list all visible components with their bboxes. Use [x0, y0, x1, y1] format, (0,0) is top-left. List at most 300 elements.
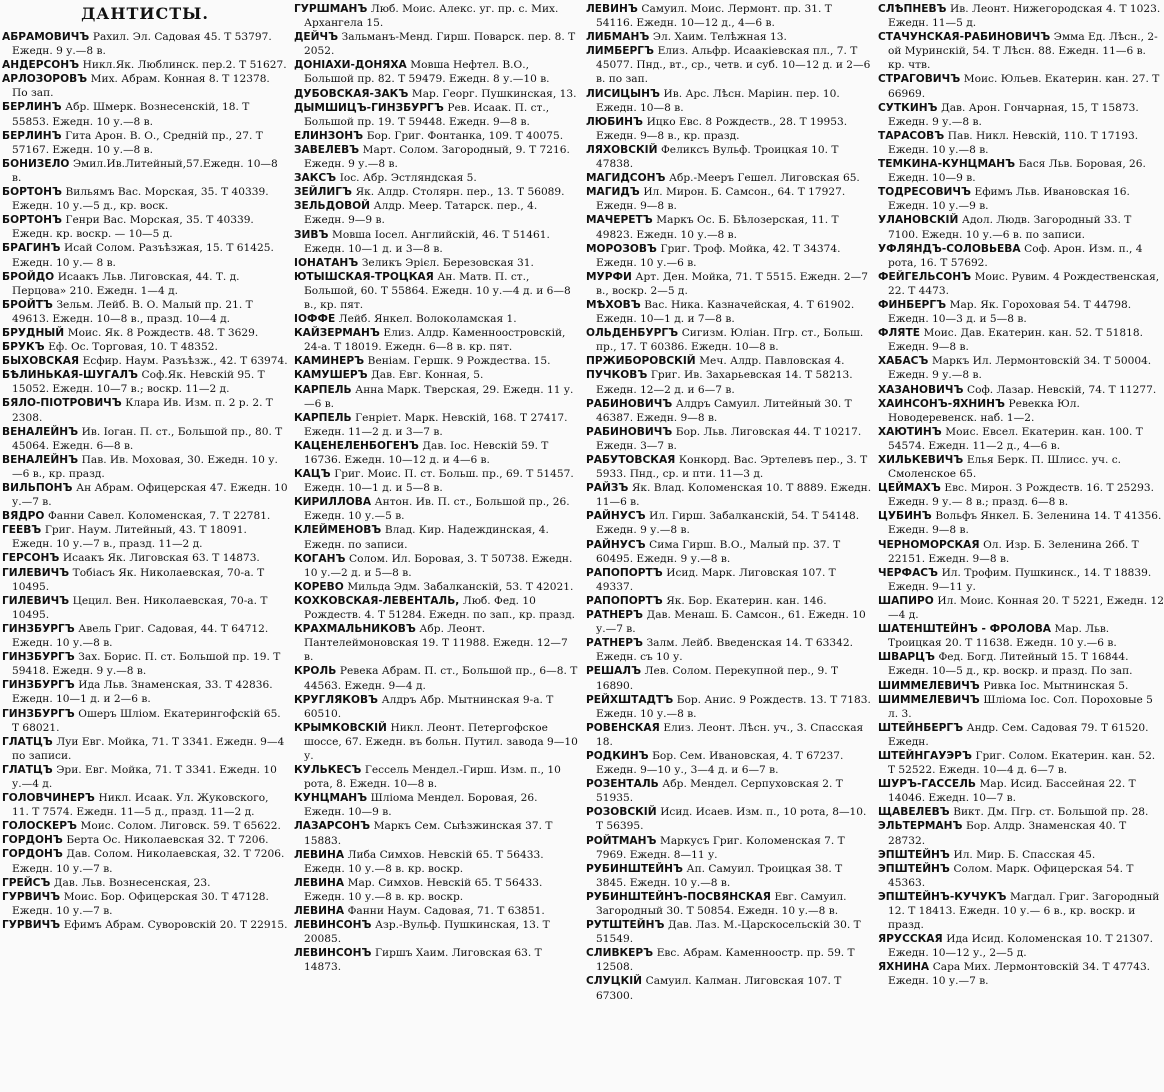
- entry-details: Мовша Нефтел. В.О., Большой пр. 82. Т 59479. Ежедн. 8 у.—10 в.: [304, 59, 550, 86]
- directory-entry: [2, 425, 288, 453]
- column-2: [294, 2, 580, 974]
- entry-details: Зах. Борис. П. ст. Большой пр. 19. Т 59418. Ежедн. 9 у.—8 в.: [12, 651, 281, 678]
- entry-surname: ЭПШТЕЙНЪ-КУЧУКЪ: [878, 890, 1007, 903]
- directory-entry: [294, 622, 580, 664]
- directory-entry: [294, 354, 580, 368]
- entry-details: Сигизм. Юліан. Пгр. ст., Больш. пр., 17. Т 60386. Ежедн. 10—8 в.: [596, 327, 864, 354]
- entry-details: Солом. Ил. Боровая, 3. Т 50738. Ежедн. 10 у.—2 д. и 5—8 в.: [304, 552, 573, 579]
- entry-details: Елиз. Алдр. Каменноостровскій, 24-а. Т 18019. Ежедн. 6—8 в. кр. пят.: [304, 327, 566, 354]
- directory-entry: [586, 185, 872, 213]
- directory-entry: [586, 946, 872, 974]
- entry-surname: ЦЕЙМАХЪ: [878, 482, 941, 495]
- directory-entry: [294, 30, 580, 58]
- directory-entry: [294, 523, 580, 551]
- entry-details: Ил. Мирон. Б. Самсон., 64. Т 17927. Ежедн. 9—8 в.: [596, 186, 846, 213]
- directory-entry: [586, 481, 872, 509]
- directory-entry: [586, 213, 872, 241]
- directory-entry: [586, 326, 872, 354]
- directory-entry: [294, 129, 580, 143]
- entry-details: Пав. Никл. Невскій, 110. Т 17193. Ежедн. 10 у.—8 в.: [888, 129, 1139, 156]
- entry-details: Ан Абрам. Офицерская 47. Ежедн. 10 у.—7 в.: [12, 482, 288, 509]
- entry-surname: ХАЮТИНЪ: [878, 425, 942, 438]
- entry-surname: ЭЛЬТЕРМАНЪ: [878, 820, 963, 833]
- entry-surname: БРУКЪ: [2, 341, 45, 354]
- directory-entry: [878, 679, 1164, 693]
- directory-entry: [586, 115, 872, 143]
- directory-entry: [586, 636, 872, 664]
- entry-surname: ЛЕВИНСОНЪ: [294, 919, 372, 932]
- entry-surname: ШИММЕЛЕВИЧЪ: [878, 693, 980, 706]
- directory-entry: [2, 847, 288, 875]
- entry-details: Меч. Алдр. Павловская 4.: [699, 355, 845, 368]
- directory-entry: [878, 622, 1164, 650]
- directory-entry: [294, 228, 580, 256]
- entry-details: Ривка Іос. Мытнинская 5.: [983, 679, 1129, 692]
- entry-surname: ЗЕЛЬДОВОЙ: [294, 200, 371, 213]
- entry-surname: ШТЕЙНГАУЭРЪ: [878, 749, 972, 762]
- directory-entry: [586, 143, 872, 171]
- directory-entry: [2, 833, 288, 847]
- entry-details: Як. Влад. Коломенская 10. Т 8889. Ежедн. 11—6 в.: [596, 482, 872, 509]
- entry-details: Сара Мих. Лермонтовскій 34. Т 47743. Ежедн. 10 у.—7 в.: [888, 961, 1151, 988]
- entry-surname: РАЙНУСЪ: [586, 538, 646, 551]
- entry-details: Ан. Матв. П. ст., Большой, 60. Т 55864. Ежедн. 10 у.—4 д. и 6—8 в., кр. пят.: [304, 270, 571, 311]
- entry-surname: ЛИМБЕРГЪ: [586, 45, 654, 58]
- directory-entry: [586, 918, 872, 946]
- directory-entry: [586, 171, 872, 185]
- entry-details: Феликсъ Вульф. Троицкая 10. Т 47838.: [596, 143, 839, 171]
- directory-entry: [2, 453, 288, 481]
- entry-details: Никл. Исаак. Ул. Жуковского, 11. Т 7574. Ежедн. 11—5 д., празд. 11—2 д.: [12, 792, 269, 819]
- entry-details: Гессель Мендел.-Гирш. Изм. п., 10 рота, 8. Ежедн. 10—8 в.: [304, 764, 561, 791]
- directory-entry: [878, 566, 1164, 594]
- directory-entry: [586, 608, 872, 636]
- entry-surname: СЛУЦКІЙ: [586, 975, 643, 988]
- directory-entry: [2, 213, 288, 241]
- entry-surname: РАБИНОВИЧЪ: [586, 425, 673, 438]
- directory-entry: [878, 326, 1164, 354]
- entry-surname: РУТШТЕЙНЪ: [586, 919, 665, 932]
- directory-entry: [294, 368, 580, 382]
- directory-entry: [2, 340, 288, 354]
- entry-details: Рахил. Эл. Садовая 45. Т 53797. Ежедн. 9 у.—8 в.: [12, 31, 272, 58]
- directory-entry: [2, 129, 288, 157]
- directory-entry: [294, 467, 580, 495]
- directory-entry: [878, 721, 1164, 749]
- entry-surname: ЛИСИЦЫНЪ: [586, 87, 660, 100]
- entry-surname: ЛЕВИНА: [294, 876, 345, 889]
- directory-entry: [294, 693, 580, 721]
- directory-entry: [878, 819, 1164, 847]
- entry-surname: КАМУШЕРЪ: [294, 369, 368, 382]
- entry-details: Соф. Лазар. Невскій, 74. Т 11277.: [966, 383, 1157, 396]
- entry-details: Эл. Хаим. Телѣжная 13.: [652, 31, 787, 44]
- entry-details: Евг. Самуил. Загородный 30. Т 50854. Ежедн. 10 у.—8 в.: [596, 890, 847, 917]
- entry-details: Моис. Як. 8 Рождеств. 48. Т 3629.: [67, 326, 259, 339]
- entry-details: Ил. Трофим. Пушкинск., 14. Т 18839. Ежедн. 9—11 у.: [888, 566, 1152, 593]
- directory-entry: [294, 87, 580, 101]
- directory-entry: [294, 918, 580, 946]
- entry-surname: КАЙЗЕРМАНЪ: [294, 327, 380, 340]
- directory-entry: [294, 763, 580, 791]
- directory-entry: [878, 848, 1164, 862]
- directory-entry: [2, 918, 288, 932]
- entry-details: Евс. Абрам. Каменноостр. пр. 59. Т 12508.: [596, 947, 855, 974]
- entry-surname: БРОЙТЪ: [2, 298, 53, 311]
- entry-details: Есфир. Наум. Разъѣзж., 42. Т 63974.: [82, 355, 288, 368]
- entry-details: Ревека Абрам. П. ст., Большой пр., 6—8. Т 44563. Ежедн. 9—4 д.: [304, 665, 578, 692]
- entry-surname: ЩАВЕЛЕВЪ: [878, 806, 950, 819]
- entry-surname: РОЙТМАНЪ: [586, 834, 657, 847]
- entry-surname: КАЦЪ: [294, 468, 331, 481]
- entry-details: Бася Льв. Боровая, 26. Ежедн. 10—9 в.: [888, 158, 1146, 185]
- entry-surname: ГРЕЙСЪ: [2, 876, 51, 889]
- entry-details: Абр.-Мееръ Гешел. Лиговская 65.: [668, 172, 860, 185]
- directory-entry: [2, 30, 288, 58]
- directory-entry: [878, 2, 1164, 30]
- entry-surname: БРОЙДО: [2, 270, 55, 283]
- directory-entry: [2, 791, 288, 819]
- entry-surname: ГЛАТЦЪ: [2, 735, 53, 748]
- entry-details: Зальманъ-Менд. Гирш. Поварск. пер. 8. Т 2052.: [304, 31, 576, 58]
- entry-details: Мар. Георг. Пушкинская, 13.: [411, 87, 577, 100]
- directory-entry: [294, 664, 580, 692]
- entry-details: Дав. Менаш. Б. Самсон., 61. Ежедн. 10 у.—7 в.: [596, 609, 866, 636]
- entry-details: Азр.-Вульф. Пушкинская, 13. Т 20085.: [304, 919, 550, 946]
- directory-entry: [586, 425, 872, 453]
- directory-entry: [878, 932, 1164, 960]
- entry-details: Шліома Іос. Сол. Пороховые 5 л. 3.: [888, 693, 1153, 720]
- directory-entry: [586, 87, 872, 115]
- entry-details: Дав. Іос. Невскій 59. Т 16736. Ежедн. 10—12 д. и 4—6 в.: [304, 439, 549, 466]
- directory-entry: [2, 241, 288, 269]
- entry-surname: ДОНІАХИ-ДОНЯХА: [294, 59, 407, 72]
- directory-entry: [294, 819, 580, 847]
- entry-surname: РАПОПОРТЪ: [586, 594, 663, 607]
- directory-entry: [878, 213, 1164, 241]
- directory-entry: [586, 270, 872, 298]
- entry-surname: ХАЗАНОВИЧЪ: [878, 383, 964, 396]
- entry-surname: ЦУБИНЪ: [878, 510, 932, 523]
- entry-details: Магдал. Григ. Загородный 12. Т 18413. Ежедн. 10 у.— 6 в., кр. воскр. и празд.: [888, 890, 1160, 932]
- entry-surname: ІОНАТАНЪ: [294, 256, 359, 269]
- directory-entry: [2, 354, 288, 368]
- entry-details: Ив. Леонт. Нижегородская 4. Т 1023. Ежедн. 11—5 д.: [888, 3, 1161, 30]
- entry-details: Бор. Алдр. Знаменская 40. Т 28732.: [888, 820, 1127, 847]
- entry-details: Викт. Дм. Пгр. ст. Большой пр. 28.: [953, 806, 1149, 819]
- entry-details: Гиршъ Хаим. Лиговская 63. Т 14873.: [304, 947, 542, 974]
- entry-details: Григ. Наум. Литейный, 43. Т 18091. Ежедн. 10 у.—7 в., празд. 11—2 д.: [12, 524, 247, 551]
- entry-details: Рев. Исаак. П. ст., Большой пр. 19. Т 59448. Ежедн. 9—8 в.: [304, 101, 550, 128]
- directory-entry: [586, 664, 872, 692]
- entry-details: Люб. Моис. Алекс. уг. пр. с. Мих. Архангела 15.: [304, 3, 559, 30]
- entry-surname: ГЕЕВЪ: [2, 524, 42, 537]
- entry-details: Моис. Рувим. 4 Рождественская, 22. Т 4473.: [888, 270, 1160, 297]
- entry-surname: КЛЕЙМЕНОВЪ: [294, 524, 382, 537]
- entry-details: Влад. Кир. Надеждинская, 4. Ежедн. по записи.: [304, 524, 549, 551]
- directory-entry: [294, 946, 580, 974]
- entry-surname: ШАПИРО: [878, 594, 934, 607]
- entry-surname: ГУРШМАНЪ: [294, 3, 368, 15]
- entry-details: Март. Солом. Загородный, 9. Т 7216. Ежедн. 9 у.—8 в.: [304, 143, 570, 171]
- entry-details: Исид. Марк. Лиговская 107. Т 49337.: [596, 566, 836, 593]
- entry-surname: КОХКОВСКАЯ-ЛЕВЕНТАЛЬ,: [294, 594, 460, 607]
- directory-entry: [2, 819, 288, 833]
- entry-details: Маркъ Ос. Б. Бѣлозерская, 11. Т 49823. Ежедн. 10 у.—8 в.: [596, 214, 839, 241]
- directory-entry: [586, 890, 872, 918]
- entry-surname: КАРПЕЛЬ: [294, 411, 352, 424]
- entry-surname: ЗИВЪ: [294, 228, 329, 241]
- entry-surname: ГУРВИЧЪ: [2, 890, 61, 903]
- entry-details: Еф. Ос. Торговая, 10. Т 48352.: [48, 341, 218, 354]
- entry-list: [586, 2, 872, 1003]
- entry-details: Абр. Шмерк. Вознесенскій, 18. Т 55853. Ежедн. 10 у.—8 в.: [12, 101, 250, 128]
- entry-details: Елиз. Альфр. Исаакіевская пл., 7. Т 45077. Пнд., вт., ср., четв. и суб. 10—12 д. и 2—6 в. по зап.: [596, 45, 871, 86]
- entry-surname: ГИНЗБУРГЪ: [2, 707, 75, 720]
- entry-details: Іос. Абр. Эстляндская 5.: [339, 172, 477, 185]
- directory-entry: [586, 777, 872, 805]
- directory-entry: [878, 425, 1164, 453]
- entry-surname: КИРИЛЛОВА: [294, 496, 372, 509]
- entry-surname: КАМИНЕРЪ: [294, 355, 365, 368]
- entry-details: Соф. Арон. Изм. п., 4 рота, 16. Т 57692.: [888, 242, 1143, 269]
- entry-details: Клара Ив. Изм. п. 2 р. 2. Т 2308.: [12, 397, 273, 424]
- directory-entry: [878, 354, 1164, 382]
- entry-details: Моис. Дав. Екатерин. кан. 52. Т 51818. Ежедн. 9—8 в.: [888, 327, 1143, 354]
- entry-surname: МАГИДЪ: [586, 186, 640, 199]
- entry-surname: БЯЛО-ПІОТРОВИЧЪ: [2, 397, 122, 410]
- entry-details: Абр. Леонт. Пантелеймоновская 19. Т 11988. Ежедн. 12—7 в.: [304, 623, 568, 664]
- entry-details: Исай Солом. Разъѣзжая, 15. Т 61425. Ежедн. 10 у.— 8 в.: [12, 242, 274, 269]
- entry-details: Моис. Юльев. Екатерин. кан. 27. Т 66969.: [888, 73, 1160, 100]
- entry-surname: МОРОЗОВЪ: [586, 242, 657, 255]
- entry-surname: ШУРЪ-ГАССЕЛЬ: [878, 778, 976, 791]
- directory-entry: [2, 481, 288, 509]
- entry-details: Бор. Сем. Ивановская, 4. Т 67237. Ежедн. 9—10 у., 3—4 д. и 6—7 в.: [596, 749, 844, 777]
- directory-entry: [878, 242, 1164, 270]
- entry-surname: КРЫМКОВСКІЙ: [294, 721, 387, 734]
- entry-details: Никл. Леонт. Петергофское шоссе, 67. Ежедн. въ больн. Путил. завода 9—10 у.: [304, 721, 578, 762]
- entry-surname: ПРЖИБОРОВСКІЙ: [586, 355, 696, 368]
- directory-entry: [2, 650, 288, 678]
- directory-entry: [2, 707, 288, 735]
- directory-entry: [294, 199, 580, 227]
- entry-details: Исаакъ Як. Лиговская 63. Т 14873.: [62, 552, 260, 565]
- entry-details: Дав. Евг. Конная, 5.: [371, 369, 484, 382]
- entry-surname: БОРТОНЪ: [2, 214, 62, 227]
- entry-surname: РОЗОВСКІЙ: [586, 806, 657, 819]
- directory-entry: [294, 594, 580, 622]
- entry-details: Луи Евг. Мойка, 71. Т 3341. Ежедн. 9—4 по записи.: [12, 735, 285, 762]
- entry-details: Ошеръ Шліом. Екатерингофскій 65. Т 68021.: [12, 707, 281, 734]
- directory-entry: [2, 551, 288, 565]
- entry-surname: КУЛЬКЕСЪ: [294, 764, 362, 777]
- entry-details: Фанни Наум. Садовая, 71. Т 63851.: [347, 905, 545, 917]
- entry-details: Генріет. Марк. Невскій, 168. Т 27417. Ежедн. 11—2 д. и 3—7 в.: [304, 411, 568, 438]
- directory-entry: [586, 749, 872, 777]
- directory-entry: [294, 171, 580, 185]
- entry-details: Анна Марк. Тверская, 29. Ежедн. 11 у.—6 в.: [304, 383, 574, 410]
- entry-surname: ВЕНАЛЕЙНЪ: [2, 453, 79, 466]
- entry-surname: УФЛЯНДЪ-СОЛОВЬЕВА: [878, 242, 1021, 255]
- directory-entry: [2, 270, 288, 298]
- directory-entry: [294, 411, 580, 439]
- entry-surname: ЛЕВИНА: [294, 905, 345, 917]
- entry-surname: ЛЯХОВСКІЙ: [586, 143, 658, 156]
- entry-surname: БѢЛИНЬКАЯ-ШУГАЛЪ: [2, 369, 138, 382]
- entry-details: Цецил. Вен. Николаевская, 70-а. Т 10495.: [12, 594, 268, 621]
- entry-details: Мар. Симхов. Невскій 65. Т 56433. Ежедн. 10 у.—8 в. кр. воскр.: [304, 876, 543, 903]
- directory-entry: [878, 805, 1164, 819]
- directory-entry: [2, 890, 288, 918]
- entry-surname: КАЦЕНЕЛЕНБОГЕНЪ: [294, 439, 419, 452]
- entry-surname: ЗАКСЪ: [294, 172, 337, 185]
- entry-details: Григ. Ив. Захарьевская 14. Т 58213. Ежедн. 12—2 д. и 6—7 в.: [596, 369, 853, 396]
- entry-surname: РУБИНШТЕЙНЪ: [586, 862, 683, 875]
- entry-surname: ГУРВИЧЪ: [2, 918, 61, 931]
- entry-list: [2, 30, 288, 932]
- entry-surname: АРЛОЗОРОВЪ: [2, 73, 88, 86]
- entry-surname: БРАГИНЪ: [2, 242, 61, 255]
- entry-surname: ЛЕВИНСОНЪ: [294, 947, 372, 960]
- directory-entry: [2, 72, 288, 100]
- directory-entry: [294, 256, 580, 270]
- directory-entry: [878, 749, 1164, 777]
- directory-entry: [586, 834, 872, 862]
- directory-entry: [878, 594, 1164, 622]
- entry-details: Дав. Арон. Гончарная, 15, Т 15873. Ежедн. 9 у.—8 в.: [888, 101, 1139, 128]
- directory-entry: [586, 974, 872, 1002]
- directory-entry: [878, 890, 1164, 932]
- entry-details: Вильямъ Вас. Морская, 35. Т 40339. Ежедн. 10 у.—5 д., кр. воск.: [12, 186, 269, 213]
- entry-details: Генри Вас. Морская, 35. Т 40339. Ежедн. кр. воскр. — 10—5 д.: [12, 214, 254, 241]
- entry-details: Алдр. Меер. Татарск. пер., 4. Ежедн. 9—9 в.: [304, 200, 538, 227]
- directory-entry: [586, 397, 872, 425]
- entry-surname: КРУГЛЯКОВЪ: [294, 693, 378, 706]
- column-3: [586, 2, 872, 1003]
- entry-surname: ВЕНАЛЕЙНЪ: [2, 425, 79, 438]
- entry-details: Конкорд. Вас. Эртелевъ пер., 3. Т 5933. Пнд., ср. и пти. 11—3 д.: [596, 454, 868, 481]
- entry-details: Эмил.Ив.Литейный,57.Ежедн. 10—8 в.: [12, 157, 278, 184]
- entry-surname: КРОЛЬ: [294, 665, 337, 678]
- entry-details: Зельм. Лейб. В. О. Малый пр. 21. Т 49613. Ежедн. 10—8 в., празд. 10—4 д.: [12, 298, 253, 325]
- entry-details: Маркъ Ил. Лермонтовскій 34. Т 50004. Ежедн. 9 у.—8 в.: [888, 355, 1152, 382]
- entry-surname: ВЯДРО: [2, 510, 45, 523]
- entry-surname: БЕРЛИНЪ: [2, 129, 62, 142]
- entry-details: Адол. Людв. Загородный 33. Т 7100. Ежедн. 10 у.—6 в. по записи.: [888, 214, 1132, 241]
- entry-details: Дав. Льв. Вознесенская, 23.: [53, 876, 211, 889]
- entry-surname: МУРФИ: [586, 270, 632, 283]
- directory-entry: [878, 72, 1164, 100]
- directory-entry: [878, 157, 1164, 185]
- entry-details: Ревекка Юл. Новодеревенск. наб. 1—2.: [888, 397, 1080, 424]
- directory-entry: [294, 270, 580, 312]
- entry-surname: ФЕЙГЕЛЬСОНЪ: [878, 270, 972, 283]
- entry-surname: РАТНЕРЪ: [586, 609, 644, 622]
- entry-details: Антон. Ив. П. ст., Большой пр., 26. Ежедн. 10 у.—5 в.: [304, 496, 570, 523]
- directory-entry: [878, 538, 1164, 566]
- directory-entry: [294, 383, 580, 411]
- entry-details: Лев. Солом. Перекупной пер., 9. Т 16890.: [596, 665, 839, 692]
- entry-surname: РАТНЕРЪ: [586, 637, 644, 650]
- entry-surname: ГЕРСОНЪ: [2, 552, 60, 565]
- entry-surname: ШТЕЙНБЕРГЪ: [878, 721, 964, 734]
- directory-entry: [586, 30, 872, 44]
- entry-surname: ТЕМКИНА-КУНЦМАНЪ: [878, 158, 1016, 171]
- entry-surname: ЯРУССКАЯ: [878, 933, 943, 946]
- directory-entry: [2, 763, 288, 791]
- entry-surname: ГОЛОСКЕРЪ: [2, 820, 77, 833]
- entry-surname: ШИММЕЛЕВИЧЪ: [878, 679, 980, 692]
- entry-details: Солом. Марк. Офицерская 54. Т 45363.: [888, 862, 1134, 889]
- directory-entry: [294, 326, 580, 354]
- entry-surname: РУБИНШТЕЙНЪ-ПОСВЯНСКАЯ: [586, 890, 771, 903]
- entry-details: Моис. Бор. Офицерская 30. Т 47128. Ежедн. 10 у.—7 в.: [12, 890, 269, 917]
- entry-list: [294, 2, 580, 974]
- directory-entry: [294, 495, 580, 523]
- directory-entry: [878, 509, 1164, 537]
- entry-details: Сима Гирш. В.О., Малый пр. 37. Т 60495. Ежедн. 9 у.—8 в.: [596, 538, 841, 565]
- directory-entry: [2, 100, 288, 128]
- entry-details: Мар. Як. Гороховая 54. Т 44798. Ежедн. 10—3 д. и 5—8 в.: [888, 298, 1132, 326]
- entry-surname: ОЛЬДЕНБУРГЪ: [586, 327, 679, 340]
- directory-entry: [294, 721, 580, 763]
- directory-entry: [2, 298, 288, 326]
- entry-surname: ЗЕЙЛИГЪ: [294, 186, 352, 199]
- entry-details: Зеликъ Эрієл. Березовская 31.: [361, 256, 534, 269]
- directory-entry: [586, 509, 872, 537]
- entry-surname: ГОРДОНЪ: [2, 848, 63, 861]
- entry-surname: ГИЛЕВИЧЪ: [2, 594, 70, 607]
- entry-details: Як. Алдр. Столярн. пер., 13. Т 56089.: [355, 186, 565, 199]
- entry-surname: ЛИБМАНЪ: [586, 31, 650, 44]
- entry-surname: РАЙЗЪ: [586, 482, 629, 495]
- directory-entry: [294, 876, 580, 904]
- entry-surname: ІОФФЕ: [294, 313, 336, 326]
- entry-surname: ЮТЫШСКАЯ-ТРОЦКАЯ: [294, 270, 434, 283]
- entry-details: Фед. Богд. Литейный 15. Т 16844. Ежедн. 10—5 д., кр. воскр. и празд. По зап.: [888, 651, 1133, 678]
- entry-surname: РОЗЕНТАЛЬ: [586, 778, 659, 791]
- entry-surname: РОВЕНСКАЯ: [586, 721, 660, 734]
- entry-details: Ол. Изр. Б. Зеленина 26б. Т 22151. Ежедн. 9—8 в.: [888, 538, 1139, 565]
- directory-entry: [878, 298, 1164, 326]
- directory-entry: [586, 453, 872, 481]
- directory-entry: [294, 439, 580, 467]
- entry-surname: МАГИДСОНЪ: [586, 172, 666, 185]
- entry-surname: КОГАНЪ: [294, 552, 346, 565]
- directory-entry: [294, 904, 580, 918]
- entry-list: [878, 2, 1164, 989]
- entry-surname: ГИЛЕВИЧЪ: [2, 566, 70, 579]
- entry-surname: АНДЕРСОНЪ: [2, 59, 80, 72]
- entry-details: Евс. Мирон. 3 Рождеств. 16. Т 25293. Ежедн. 9 у.— 8 в.; празд. 6—8 в.: [888, 482, 1154, 509]
- directory-entry: [878, 185, 1164, 213]
- entry-details: Дав. Солом. Николаевская, 32. Т 7206. Ежедн. 10 у.—7 в.: [12, 848, 285, 875]
- directory-entry: [586, 805, 872, 833]
- entry-details: Либа Симхов. Невскій 65. Т 56433. Ежедн. 10 у.—8 в. кр. воскр.: [304, 848, 544, 875]
- entry-surname: ГИНЗБУРГЪ: [2, 622, 75, 635]
- directory-entry: [2, 326, 288, 340]
- entry-details: Мих. Абрам. Конная 8. Т 12378. По зап.: [12, 73, 270, 100]
- entry-surname: ГОЛОВЧИНЕРЪ: [2, 792, 95, 805]
- directory-entry: [878, 777, 1164, 805]
- entry-surname: ЗАВЕЛЕВЪ: [294, 143, 360, 156]
- directory-entry: [878, 650, 1164, 678]
- column-1: [2, 2, 288, 932]
- entry-details: Маркъ Сем. Сыѣзжинская 37. Т 15883.: [304, 820, 553, 847]
- entry-details: Бор. Анис. 9 Рождеств. 13. Т 7183. Ежедн. 10 у.—8 в.: [596, 693, 871, 720]
- entry-details: Маркусъ Григ. Коломенская 7. Т 7969. Ежедн. 8—11 у.: [596, 834, 845, 861]
